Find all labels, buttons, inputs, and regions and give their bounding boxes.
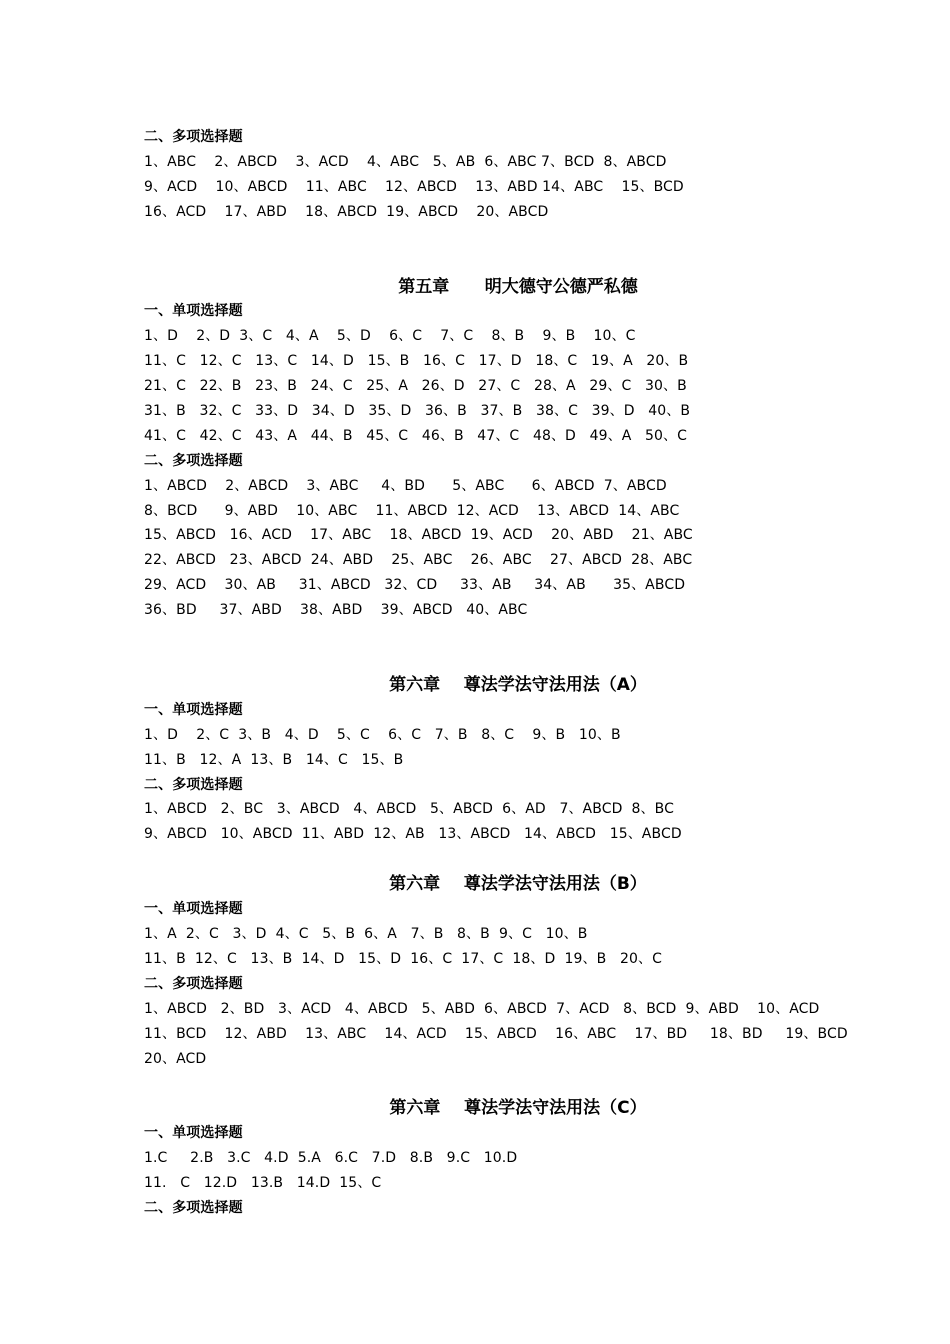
chapter-title: 第六章 尊法学法守法用法（A） xyxy=(389,675,647,696)
answer-line: 31、B 32、C 33、D 34、D 35、D 36、B 37、B 38、C 39、D 40、B xyxy=(144,403,691,420)
answer-line: 8、BCD 9、ABD 10、ABC 11、ABCD 12、ACD 13、ABCD 14、ABC xyxy=(144,502,680,519)
section-heading: 二、多项选择题 xyxy=(144,452,243,469)
answer-line: 9、ABCD 10、ABCD 11、ABD 12、AB 13、ABCD 14、ABCD 15、ABCD xyxy=(144,826,682,843)
answer-line: 1、ABC 2、ABCD 3、ACD 4、ABC 5、AB 6、ABC 7、BCD 8、ABCD xyxy=(144,153,667,170)
answer-line: 41、C 42、C 43、A 44、B 45、C 46、B 47、C 48、D 49、A 50、C xyxy=(144,427,688,444)
answer-line: 1、D 2、C 3、B 4、D 5、C 6、C 7、B 8、C 9、B 10、B xyxy=(144,726,621,743)
section-heading: 一、单项选择题 xyxy=(144,901,243,918)
chapter-6b-section xyxy=(144,872,848,1071)
section-heading: 一、单项选择题 xyxy=(144,303,243,320)
section-heading: 二、多项选择题 xyxy=(144,776,243,793)
chapter-title: 第六章 尊法学法守法用法（C） xyxy=(389,1098,647,1119)
answer-line: 11、BCD 12、ABD 13、ABC 14、ACD 15、ABCD 16、ABC 17、BD 18、BD 19、BCD xyxy=(144,1025,848,1042)
answer-line: 11. C 12.D 13.B 14.D 15、C xyxy=(144,1175,382,1192)
chapter-6c-section xyxy=(144,1096,814,1220)
answer-line: 1、ABCD 2、BC 3、ABCD 4、ABCD 5、ABCD 6、AD 7、ABCD 8、BC xyxy=(144,801,674,818)
chapter-title: 第五章 明大德守公德严私德 xyxy=(398,276,638,297)
answer-key-content xyxy=(144,125,848,1221)
answer-line: 11、B 12、C 13、B 14、D 15、D 16、C 17、C 18、D 19、B 20、C xyxy=(144,950,662,967)
section-heading: 一、单项选择题 xyxy=(144,701,243,718)
answer-line: 9、ACD 10、ABCD 11、ABC 12、ABCD 13、ABD 14、ABC 15、BCD xyxy=(144,178,684,195)
chapter-6a-section xyxy=(144,673,814,847)
answer-line: 11、B 12、A 13、B 14、C 15、B xyxy=(144,751,404,768)
section-heading: 二、多项选择题 xyxy=(144,975,243,992)
answer-line: 1、D 2、D 3、C 4、A 5、D 6、C 7、C 8、B 9、B 10、C xyxy=(144,328,636,345)
answer-line: 1、ABCD 2、BD 3、ACD 4、ABCD 5、ABD 6、ABCD 7、ACD 8、BCD 9、ABD 10、ACD xyxy=(144,1000,820,1017)
answer-line: 22、ABCD 23、ABCD 24、ABD 25、ABC 26、ABC 27、ABCD 28、ABC xyxy=(144,552,693,569)
answer-line: 1、A 2、C 3、D 4、C 5、B 6、A 7、B 8、B 9、C 10、B xyxy=(144,926,588,943)
answer-line: 29、ACD 30、AB 31、ABCD 32、CD 33、AB 34、AB 35、ABCD xyxy=(144,577,686,594)
answer-line: 11、C 12、C 13、C 14、D 15、B 16、C 17、D 18、C 19、A 20、B xyxy=(144,353,689,370)
answer-line: 1.C 2.B 3.C 4.D 5.A 6.C 7.D 8.B 9.C 10.D xyxy=(144,1150,518,1167)
chapter-title: 第六章 尊法学法守法用法（B） xyxy=(389,874,647,895)
chapter-5-section xyxy=(144,275,814,623)
answer-line: 1、ABCD 2、ABCD 3、ABC 4、BD 5、ABC 6、ABCD 7、ABCD xyxy=(144,477,667,494)
answer-line: 36、BD 37、ABD 38、ABD 39、ABCD 40、ABC xyxy=(144,602,528,619)
answer-line: 21、C 22、B 23、B 24、C 25、A 26、D 27、C 28、A 29、C 30、B xyxy=(144,378,687,395)
answer-line: 15、ABCD 16、ACD 17、ABC 18、ABCD 19、ACD 20、ABD 21、ABC xyxy=(144,527,693,544)
answer-line: 16、ACD 17、ABD 18、ABCD 19、ABCD 20、ABCD xyxy=(144,203,549,220)
section-heading: 二、多项选择题 xyxy=(144,1199,243,1216)
section-heading: 一、单项选择题 xyxy=(144,1125,243,1142)
answer-line: 20、ACD xyxy=(144,1050,207,1067)
section-heading: 二、多项选择题 xyxy=(144,129,243,145)
previous-chapter-multi-section xyxy=(144,125,814,225)
